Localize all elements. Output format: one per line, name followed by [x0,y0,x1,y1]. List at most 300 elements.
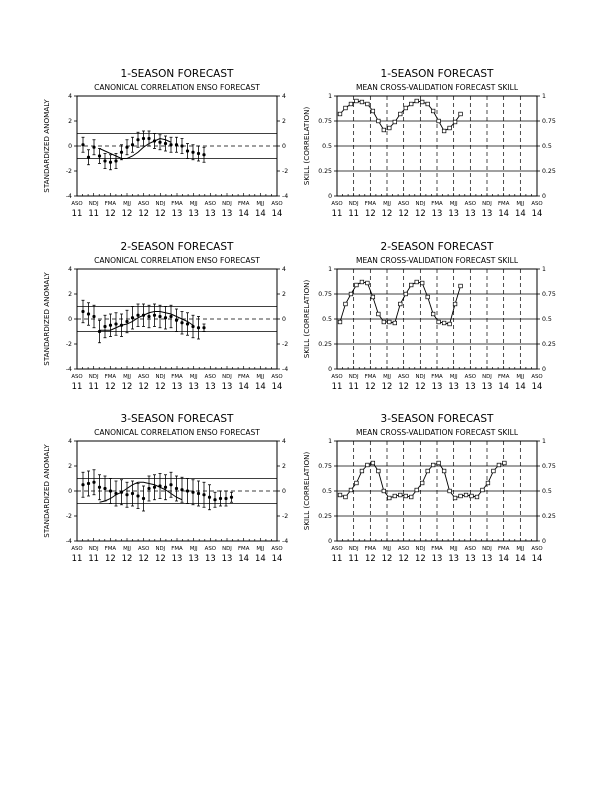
y-axis-label: STANDARDIZED ANOMALY [42,272,51,366]
x-year-label: 14 [238,553,250,563]
skill-marker [464,493,468,497]
x-month-label: MJJ [383,546,391,552]
x-month-label: FMA [104,201,117,207]
skill-marker [459,494,463,498]
x-month-label: MJJ [449,546,458,552]
data-point [98,486,101,489]
x-month-label: NDJ [88,546,99,552]
observed-line [100,312,194,331]
x-month-label: MJJ [256,374,265,380]
x-year-label: 13 [188,208,200,218]
x-year-label: 13 [171,381,183,391]
data-point [114,322,117,325]
y-tick-label-left: -2 [65,513,72,520]
x-month-label: ASO [397,374,410,380]
x-year-label: 13 [481,381,493,391]
x-month-label: NDJ [155,374,166,380]
x-year-label: 12 [398,553,410,563]
x-year-label: 13 [431,381,443,391]
skill-marker [404,106,408,110]
skill-marker [398,493,402,497]
skill-marker [420,281,424,285]
chart-subtitle: MEAN CROSS-VALIDATION FORECAST SKILL [355,256,519,265]
y-tick-label-left: 0.75 [318,118,332,125]
x-month-label: FMA [431,374,443,380]
y-tick-label-right: 0.25 [542,513,556,520]
data-point [219,497,222,500]
y-tick-label-right: 1 [542,266,546,273]
chart-title: 1-SEASON FORECAST [380,68,494,80]
x-year-label: 13 [431,553,443,563]
data-point [136,494,139,497]
data-point [92,481,95,484]
skill-marker [393,321,397,325]
x-year-label: 13 [171,553,183,563]
x-year-label: 14 [238,381,250,391]
y-tick-label-left: 0.5 [322,488,332,495]
skill-marker [409,102,413,106]
x-month-label: NDJ [348,546,359,552]
skill-marker [371,461,375,465]
skill-marker [442,469,446,473]
y-tick-label-left: 0 [328,538,332,545]
skill-marker [377,312,381,316]
skill-marker [360,280,364,284]
skill-marker [393,494,397,498]
data-point [175,487,178,490]
skill-marker [503,461,507,465]
skill-marker [355,283,359,287]
data-point [175,319,178,322]
skill-marker [366,463,370,467]
x-month-label: FMA [104,546,117,552]
x-year-label: 13 [481,553,493,563]
x-year-label: 12 [364,381,376,391]
x-month-label: NDJ [155,201,166,207]
x-month-label: MJJ [123,546,131,552]
data-point [202,326,205,329]
skill-marker [426,469,430,473]
y-tick-label-right: 0.75 [542,463,556,470]
x-year-label: 12 [138,208,150,218]
skill-marker [486,481,490,485]
skill-marker [492,469,496,473]
x-month-label: FMA [497,546,510,552]
data-point [147,487,150,490]
skill-marker [453,496,457,500]
skill-marker [382,320,386,324]
x-month-label: MJJ [449,201,458,207]
data-point [142,497,145,500]
skill-marker [360,469,364,473]
data-point [81,143,84,146]
skill-marker [448,322,452,326]
y-tick-label-right: 2 [282,463,286,470]
x-year-label: 13 [464,381,476,391]
data-point [92,146,95,149]
chart-panel-1 [74,96,280,196]
data-point [153,486,156,489]
x-year-label: 14 [271,381,283,391]
x-month-label: FMA [171,546,183,552]
skill-marker [431,463,435,467]
x-year-label: 13 [431,208,443,218]
y-tick-label-left: 0 [328,193,332,200]
x-year-label: 11 [71,381,83,391]
y-tick-label-left: 2 [68,118,72,125]
y-axis-label: SKILL (CORRELATION) [302,451,311,531]
chart-panel-6 [334,441,540,541]
x-month-label: NDJ [482,374,492,380]
x-year-label: 14 [271,208,283,218]
x-year-label: 12 [121,381,133,391]
x-year-label: 12 [154,381,166,391]
skill-marker [349,292,353,296]
y-tick-label-right: 2 [282,118,286,125]
x-month-label: ASO [464,546,477,552]
skill-marker [470,494,474,498]
y-tick-label-left: 0 [328,366,332,373]
x-month-label: MJJ [383,201,391,207]
y-tick-label-left: 1 [328,93,332,100]
x-year-label: 12 [104,553,116,563]
y-tick-label-right: 0 [282,488,286,495]
skill-marker [459,284,463,288]
x-year-label: 12 [398,381,410,391]
y-tick-label-right: -4 [282,193,289,200]
skill-marker [448,489,452,493]
x-year-label: 11 [331,208,343,218]
data-point [103,487,106,490]
data-point [109,324,112,327]
skill-marker [437,320,441,324]
data-point [164,316,167,319]
data-point [191,325,194,328]
data-point [186,149,189,152]
data-point [202,153,205,156]
x-year-label: 11 [348,381,360,391]
x-year-label: 14 [514,553,526,563]
skill-marker [344,495,348,499]
skill-marker [426,295,430,299]
x-year-label: 12 [398,208,410,218]
x-year-label: 13 [204,208,216,218]
x-year-label: 14 [531,381,543,391]
data-point [164,142,167,145]
y-tick-label-left: -4 [65,366,72,373]
x-month-label: FMA [497,201,510,207]
data-point [125,146,128,149]
data-point [131,316,134,319]
x-year-label: 12 [138,553,150,563]
x-month-label: FMA [171,374,183,380]
skill-marker [437,461,441,465]
skill-marker [398,112,402,116]
skill-marker [338,320,342,324]
x-year-label: 13 [481,208,493,218]
chart-title: 2-SEASON FORECAST [380,241,494,253]
y-tick-label-right: 2 [282,291,286,298]
chart-panel-3 [74,269,280,369]
chart-panel-2 [334,96,540,196]
y-tick-label-left: 0.5 [322,316,332,323]
y-tick-label-right: 0 [282,143,286,150]
data-point [114,159,117,162]
data-point [109,489,112,492]
skill-marker [415,488,419,492]
skill-marker [404,494,408,498]
data-point [197,326,200,329]
data-point [147,315,150,318]
y-tick-label-left: 0 [68,316,72,323]
data-point [109,161,112,164]
y-tick-label-right: 0.75 [542,118,556,125]
skill-marker [360,100,364,104]
y-axis-label: SKILL (CORRELATION) [302,106,311,186]
x-year-label: 14 [238,208,250,218]
x-year-label: 14 [531,553,543,563]
x-month-label: NDJ [348,374,359,380]
skill-marker [366,281,370,285]
data-point [197,152,200,155]
x-year-label: 12 [381,381,393,391]
y-tick-label-right: -4 [282,538,289,545]
chart-subtitle: MEAN CROSS-VALIDATION FORECAST SKILL [355,428,519,437]
x-month-label: MJJ [123,201,131,207]
skill-marker [437,119,441,123]
data-point [180,321,183,324]
skill-marker [442,129,446,133]
skill-marker [481,488,485,492]
y-tick-label-right: 4 [282,438,286,445]
x-month-label: NDJ [222,201,232,207]
x-month-label: ASO [204,374,217,380]
y-tick-label-right: 0.25 [542,341,556,348]
skill-marker [420,481,424,485]
skill-marker [344,106,348,110]
y-tick-label-right: 0.5 [542,488,552,495]
data-point [169,143,172,146]
data-point [186,322,189,325]
x-month-label: NDJ [482,201,492,207]
data-point [131,492,134,495]
skill-marker [377,469,381,473]
x-month-label: ASO [464,201,477,207]
data-point [142,137,145,140]
y-tick-label-right: -2 [282,513,289,520]
x-year-label: 11 [88,208,100,218]
x-month-label: ASO [531,546,543,552]
y-tick-label-right: 0 [542,366,546,373]
skill-marker [366,102,370,106]
skill-marker [355,481,359,485]
data-point [81,483,84,486]
chart-panel-5 [74,441,280,541]
x-month-label: ASO [137,374,150,380]
skill-marker [349,102,353,106]
x-year-label: 11 [331,381,343,391]
x-year-label: 12 [414,553,426,563]
y-tick-label-left: 1 [328,438,332,445]
x-month-label: MJJ [189,201,198,207]
skill-marker [404,292,408,296]
x-month-label: ASO [397,546,410,552]
y-tick-label-left: 4 [68,93,72,100]
skill-marker [382,489,386,493]
chart-subtitle: CANONICAL CORRELATION ENSO FORECAST [94,428,260,437]
skill-marker [453,302,457,306]
data-point [169,483,172,486]
x-month-label: MJJ [189,374,198,380]
data-point [147,137,150,140]
x-year-label: 11 [71,553,83,563]
skill-marker [344,302,348,306]
x-year-label: 11 [88,553,100,563]
x-month-label: FMA [364,374,377,380]
x-month-label: ASO [137,201,150,207]
x-year-label: 12 [104,208,116,218]
x-month-label: NDJ [415,201,426,207]
x-month-label: ASO [204,201,217,207]
x-month-label: ASO [331,374,343,380]
data-point [120,151,123,154]
x-month-label: FMA [171,201,183,207]
data-point [87,312,90,315]
x-year-label: 12 [414,208,426,218]
x-month-label: MJJ [516,201,525,207]
x-year-label: 14 [271,553,283,563]
skill-marker [459,112,463,116]
x-month-label: ASO [71,374,83,380]
x-month-label: ASO [331,546,343,552]
data-point [87,156,90,159]
x-month-label: ASO [531,374,543,380]
chart-subtitle: CANONICAL CORRELATION ENSO FORECAST [94,83,260,92]
data-point [81,310,84,313]
x-year-label: 14 [254,381,266,391]
x-month-label: ASO [531,201,543,207]
x-year-label: 14 [254,553,266,563]
data-point [202,493,205,496]
skill-marker [431,312,435,316]
y-tick-label-left: -2 [65,341,72,348]
x-month-label: MJJ [449,374,458,380]
x-month-label: MJJ [256,201,265,207]
y-tick-label-right: 0 [282,316,286,323]
x-year-label: 12 [121,208,133,218]
chart-subtitle: CANONICAL CORRELATION ENSO FORECAST [94,256,260,265]
x-month-label: FMA [364,546,377,552]
x-year-label: 13 [448,553,460,563]
y-tick-label-left: -4 [65,193,72,200]
y-tick-label-right: 1 [542,438,546,445]
skill-marker [355,99,359,103]
y-tick-label-right: -2 [282,341,289,348]
data-point [158,315,161,318]
x-year-label: 12 [154,208,166,218]
data-point [98,154,101,157]
data-point [191,491,194,494]
x-year-label: 13 [204,553,216,563]
y-tick-label-right: 0.5 [542,143,552,150]
chart-panel-4 [334,269,540,369]
x-year-label: 14 [498,381,510,391]
x-year-label: 14 [254,208,266,218]
data-point [92,315,95,318]
x-month-label: NDJ [155,546,166,552]
data-point [158,141,161,144]
x-year-label: 14 [531,208,543,218]
x-month-label: ASO [271,546,283,552]
skill-marker [497,463,501,467]
skill-marker [420,100,424,104]
skill-marker [448,126,452,130]
x-year-label: 13 [448,381,460,391]
x-month-label: FMA [497,374,510,380]
chart-title: 2-SEASON FORECAST [120,241,234,253]
x-year-label: 12 [138,381,150,391]
skill-marker [388,126,392,130]
y-axis-label: SKILL (CORRELATION) [302,279,311,359]
x-year-label: 12 [381,553,393,563]
x-month-label: MJJ [189,546,198,552]
skill-marker [338,493,342,497]
x-year-label: 11 [348,208,360,218]
skill-marker [338,112,342,116]
x-month-label: NDJ [415,374,426,380]
y-tick-label-left: -2 [65,168,72,175]
data-point [136,314,139,317]
skill-marker [415,99,419,103]
skill-marker [426,102,430,106]
x-year-label: 13 [448,208,460,218]
x-year-label: 14 [498,208,510,218]
x-month-label: FMA [431,546,443,552]
y-tick-label-left: 0.5 [322,143,332,150]
x-year-label: 12 [154,553,166,563]
x-month-label: ASO [71,201,83,207]
x-year-label: 13 [221,381,233,391]
x-month-label: ASO [271,201,283,207]
x-month-label: ASO [464,374,477,380]
data-point [213,498,216,501]
x-month-label: FMA [237,201,250,207]
skill-marker [371,295,375,299]
x-year-label: 13 [464,553,476,563]
x-year-label: 14 [498,553,510,563]
skill-marker [453,120,457,124]
skill-marker [371,109,375,113]
x-year-label: 11 [71,208,83,218]
data-point [197,492,200,495]
x-month-label: NDJ [222,374,232,380]
data-point [136,138,139,141]
data-point [87,482,90,485]
y-tick-label-left: 2 [68,463,72,470]
x-year-label: 12 [364,553,376,563]
x-year-label: 11 [331,553,343,563]
y-tick-label-right: 0.5 [542,316,552,323]
chart-title: 3-SEASON FORECAST [120,413,234,425]
data-point [164,486,167,489]
skill-marker [377,119,381,123]
x-year-label: 12 [121,553,133,563]
skill-marker [398,302,402,306]
data-point [180,144,183,147]
y-tick-label-left: 2 [68,291,72,298]
x-month-label: ASO [71,546,83,552]
y-tick-label-right: 0.75 [542,291,556,298]
